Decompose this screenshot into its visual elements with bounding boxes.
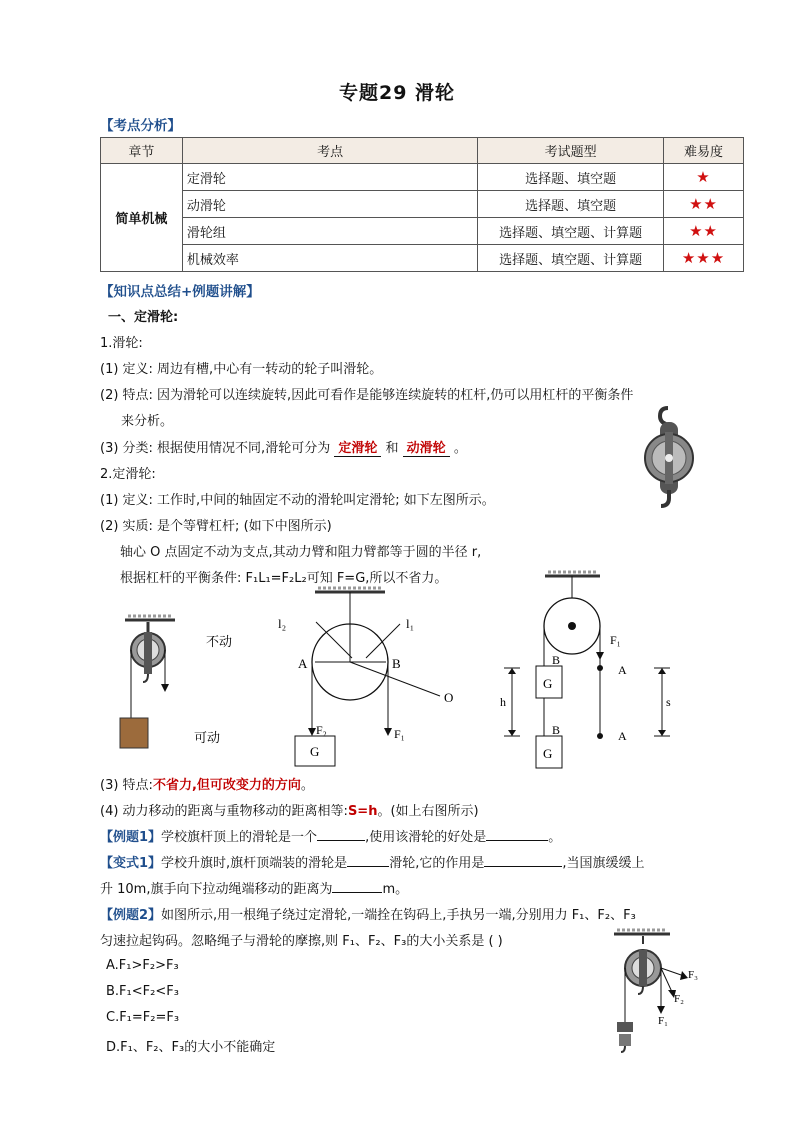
header-chapter: 章节 bbox=[101, 138, 183, 164]
option-c[interactable]: C.F₁=F₂=F₃ bbox=[106, 1010, 180, 1025]
label-O: O bbox=[444, 690, 454, 705]
example-2 bbox=[100, 904, 636, 923]
char-end: 。 bbox=[300, 778, 314, 793]
para-characteristic bbox=[100, 774, 314, 793]
pulley-photo-icon bbox=[640, 406, 700, 510]
para-feature: (2) 特点: 因为滑轮可以连续旋转,因此可看作是能够连续旋转的杠杆,仍可以用杠杆的平衡条件 bbox=[100, 388, 634, 403]
point-cell: 定滑轮 bbox=[182, 164, 477, 191]
label-B: B bbox=[392, 656, 401, 671]
option-a[interactable]: A.F₁>F₂>F₃ bbox=[106, 958, 179, 973]
type-cell: 选择题、填空题、计算题 bbox=[478, 245, 664, 272]
answer-blank[interactable] bbox=[317, 828, 365, 841]
para-balance: 根据杠杆的平衡条件: F₁L₁=F₂L₂可知 F=G,所以不省力。 bbox=[120, 571, 448, 586]
label-movable: 可动 bbox=[194, 730, 221, 745]
type-cell: 选择题、填空题、计算题 bbox=[478, 218, 664, 245]
label-B-top: B bbox=[552, 653, 561, 667]
answer-movable-pulley: 动滑轮 bbox=[403, 441, 450, 457]
variant-1-label: 【变式1】 bbox=[100, 856, 162, 871]
difficulty-stars: ★★ bbox=[664, 191, 744, 218]
page-title: 专题29 滑轮 bbox=[338, 82, 456, 104]
chapter-cell: 简单机械 bbox=[101, 164, 183, 272]
option-d[interactable]: D.F₁、F₂、F₃的大小不能确定 bbox=[106, 1040, 276, 1055]
class-mid: 和 bbox=[385, 441, 399, 456]
label-F2: F₂ bbox=[316, 723, 327, 737]
para-fulcrum: 轴心 O 点固定不动为支点,其动力臂和阻力臂都等于圆的半径 r, bbox=[120, 545, 482, 560]
para-feature-cont: 来分析。 bbox=[121, 414, 174, 429]
header-difficulty: 难易度 bbox=[664, 138, 744, 164]
point-cell: 机械效率 bbox=[182, 245, 477, 272]
label-l2: l₂ bbox=[278, 616, 287, 631]
answer-blank[interactable] bbox=[347, 854, 389, 867]
var1-text1: 学校升旗时,旗杆顶端装的滑轮是 bbox=[161, 856, 348, 871]
exam-point-table bbox=[100, 137, 744, 272]
difficulty-stars: ★★ bbox=[664, 218, 744, 245]
fig2-label-F3: F₃ bbox=[688, 969, 698, 981]
dist-red: S=h bbox=[347, 804, 378, 819]
label-F1-right: F₁ bbox=[610, 633, 621, 647]
type-cell: 选择题、填空题 bbox=[478, 191, 664, 218]
answer-fixed-pulley: 定滑轮 bbox=[334, 441, 381, 457]
answer-blank[interactable] bbox=[486, 828, 548, 841]
para-definition: (1) 定义: 周边有槽,中心有一转动的轮子叫滑轮。 bbox=[100, 362, 383, 377]
para-distance bbox=[100, 800, 479, 819]
variant-1-cont bbox=[100, 878, 408, 897]
section-knowledge-summary: 【知识点总结+例题讲解】 bbox=[100, 284, 260, 300]
section-exam-analysis: 【考点分析】 bbox=[100, 118, 181, 134]
label-B-bottom: B bbox=[552, 723, 561, 737]
answer-blank[interactable] bbox=[484, 854, 562, 867]
example-1 bbox=[100, 826, 561, 845]
para-fixed-essence: (2) 实质: 是个等臂杠杆; (如下中图所示) bbox=[100, 519, 332, 534]
dist-end: 。(如上右图所示) bbox=[377, 804, 479, 819]
label-A: A bbox=[298, 656, 308, 671]
class-end: 。 bbox=[453, 441, 467, 456]
dist-pre: (4) 动力移动的距离与重物移动的距离相等: bbox=[100, 804, 348, 819]
variant-1 bbox=[100, 852, 644, 871]
point-cell: 动滑轮 bbox=[182, 191, 477, 218]
var1-text3: ,当国旗缓缓上 bbox=[562, 856, 645, 871]
ex1-text1: 学校旗杆顶上的滑轮是一个 bbox=[161, 830, 318, 845]
middle-figure bbox=[278, 588, 453, 766]
para-fixed: 2.定滑轮: bbox=[100, 467, 156, 482]
label-F1: F₁ bbox=[394, 727, 405, 741]
table-row bbox=[101, 164, 744, 191]
table-row bbox=[101, 218, 744, 245]
label-h: h bbox=[500, 695, 506, 709]
var1-text5: m。 bbox=[382, 882, 409, 897]
label-A-top: A bbox=[618, 663, 627, 677]
ex2-text1: 如图所示,用一根绳子绕过定滑轮,一端拴在钩码上,手执另一端,分别用力 F₁、F₂、F₃ bbox=[161, 908, 636, 923]
left-figure bbox=[120, 616, 232, 748]
table-row bbox=[101, 191, 744, 218]
fixed-pulley-figures bbox=[100, 570, 720, 770]
header-point: 考点 bbox=[182, 138, 477, 164]
label-A-bottom: A bbox=[618, 729, 627, 743]
label-fixed: 不动 bbox=[206, 634, 233, 649]
difficulty-stars: ★ bbox=[664, 164, 744, 191]
table-header-row bbox=[101, 138, 744, 164]
difficulty-stars: ★★★ bbox=[664, 245, 744, 272]
label-l1: l₁ bbox=[406, 616, 415, 631]
example-2-figure bbox=[610, 926, 710, 1058]
var1-text2: 滑轮,它的作用是 bbox=[389, 856, 485, 871]
char-red: 不省力,但可改变力的方向 bbox=[152, 778, 301, 793]
option-b[interactable]: B.F₁<F₂<F₃ bbox=[106, 984, 179, 999]
example-2-cont: 匀速拉起钩码。忽略绳子与滑轮的摩擦,则 F₁、F₂、F₃的大小关系是 ( ) bbox=[100, 934, 503, 949]
label-G-top: G bbox=[543, 676, 553, 691]
right-figure bbox=[500, 572, 671, 768]
ex1-text3: 。 bbox=[548, 830, 562, 845]
label-G-bottom: G bbox=[543, 746, 553, 761]
fig2-label-F2: F₂ bbox=[674, 993, 684, 1005]
answer-blank[interactable] bbox=[332, 880, 382, 893]
fig2-label-F1: F₁ bbox=[658, 1015, 668, 1027]
heading-fixed-pulley: 一、定滑轮: bbox=[108, 310, 179, 325]
ex1-text2: ,使用该滑轮的好处是 bbox=[365, 830, 487, 845]
table-row bbox=[101, 245, 744, 272]
char-pre: (3) 特点: bbox=[100, 778, 153, 793]
var1-text4: 升 10m,旗手向下拉动绳端移动的距离为 bbox=[100, 882, 333, 897]
type-cell: 选择题、填空题 bbox=[478, 164, 664, 191]
label-G-mid: G bbox=[310, 744, 320, 759]
example-1-label: 【例题1】 bbox=[100, 830, 162, 845]
class-pre: (3) 分类: 根据使用情况不同,滑轮可分为 bbox=[100, 441, 331, 456]
example-2-label: 【例题2】 bbox=[100, 908, 162, 923]
label-s: s bbox=[666, 695, 671, 709]
header-type: 考试题型 bbox=[478, 138, 664, 164]
para-fixed-def: (1) 定义: 工作时,中间的轴固定不动的滑轮叫定滑轮; 如下左图所示。 bbox=[100, 493, 495, 508]
point-cell: 滑轮组 bbox=[182, 218, 477, 245]
para-pulley: 1.滑轮: bbox=[100, 336, 143, 351]
para-classification bbox=[100, 437, 467, 456]
